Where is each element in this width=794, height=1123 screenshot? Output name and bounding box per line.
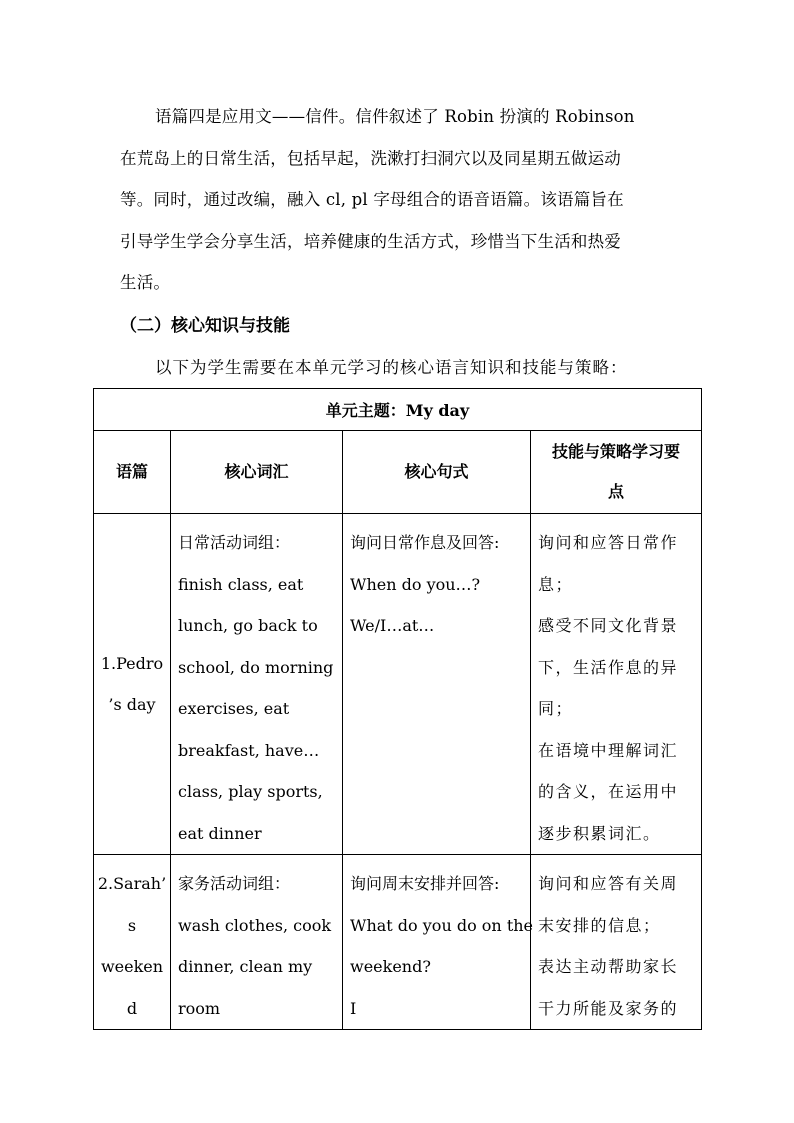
text-line: s (127, 915, 137, 935)
table-title: 单元主题：My day (94, 389, 702, 431)
skill-cell (531, 514, 702, 855)
vocab-line: 日常活动词组： (178, 533, 291, 552)
core-knowledge-table (93, 388, 702, 1030)
skill-line: 下，生活作息的异 (538, 657, 679, 677)
skill-line: 逐步积累词汇。 (538, 823, 661, 843)
section-title: （二）核心知识与技能 (120, 316, 290, 336)
vocab-line: lunch, go back to (178, 616, 318, 635)
table-row (94, 855, 702, 1030)
skill-line: 感受不同文化背景 (538, 616, 679, 635)
header-vocabulary: 核心词汇 (171, 431, 343, 514)
header-skills (531, 431, 702, 514)
vocab-line: finish class, eat (178, 574, 304, 594)
paragraph-line: 语篇四是应用文——信件。信件叙述了 Robin 扮演的 Robinson (155, 107, 635, 126)
skill-line: 表达主动帮助家长 (538, 957, 679, 976)
header-skills-line: 点 (607, 482, 624, 501)
vocab-line: room (178, 998, 221, 1018)
text-line: 2.Sarah’ (97, 874, 167, 893)
paragraph-line: 在荒岛上的日常生活，包括早起，洗漱打扫洞穴以及同星期五做运动 (120, 148, 621, 168)
sentence-line: What do you do on the (350, 915, 534, 935)
sentence-line: When do you…? (350, 574, 481, 594)
sentence-cell (343, 514, 531, 855)
sentence-line: 询问日常作息及回答: (350, 533, 500, 552)
vocab-line: wash clothes, cook (178, 915, 332, 935)
paragraph-line: 引导学生学会分享生活，培养健康的生活方式，珍惜当下生活和热爱 (120, 231, 621, 251)
text-line: weeken (100, 957, 164, 976)
text-line: 1.Pedro (100, 653, 164, 673)
header-skills-line: 技能与策略学习要 (551, 442, 680, 461)
skill-cell (531, 855, 702, 1030)
sentence-line: 询问周末安排并回答: (350, 874, 500, 893)
vocab-line: 家务活动词组： (178, 874, 291, 893)
header-sentences: 核心句式 (343, 431, 531, 514)
vocab-line: eat dinner (178, 823, 262, 843)
vocab-line: breakfast, have… (178, 740, 320, 760)
skill-line: 同； (538, 699, 574, 718)
vocab-line: school, do morning (178, 657, 334, 677)
sentence-line: I (350, 998, 357, 1018)
vocab-line: class, play sports, (178, 782, 323, 801)
table-row (94, 514, 702, 855)
paragraph-text-four (120, 96, 680, 304)
section-intro: 以下为学生需要在本单元学习的核心语言知识和技能与策略： (155, 358, 628, 377)
text-cell (94, 514, 171, 855)
vocab-line: dinner, clean my (178, 957, 313, 976)
skill-line: 在语境中理解词汇 (538, 740, 679, 760)
skill-line: 的含义，在运用中 (538, 782, 679, 801)
skill-line: 息； (538, 574, 574, 594)
text-line: ’s day (108, 695, 156, 714)
skill-line: 末安排的信息； (538, 915, 661, 935)
text-cell (94, 855, 171, 1030)
sentence-cell (343, 855, 534, 1030)
vocabulary-cell (171, 514, 343, 855)
sentence-line: weekend? (350, 957, 431, 976)
text-line: d (126, 998, 138, 1018)
skill-line: 询问和应答日常作 (538, 533, 679, 552)
skill-line: 询问和应答有关周 (538, 874, 679, 893)
vocab-line: exercises, eat (178, 699, 290, 718)
skill-line: 干力所能及家务的 (538, 998, 679, 1018)
sentence-line: We/I…at… (350, 616, 435, 635)
paragraph-line: 生活。 (120, 273, 171, 292)
header-text: 语篇 (94, 431, 171, 514)
paragraph-line: 等。同时，通过改编，融入 cl, pl 字母组合的语音语篇。该语篇旨在 (120, 190, 624, 209)
vocabulary-cell (171, 855, 343, 1030)
